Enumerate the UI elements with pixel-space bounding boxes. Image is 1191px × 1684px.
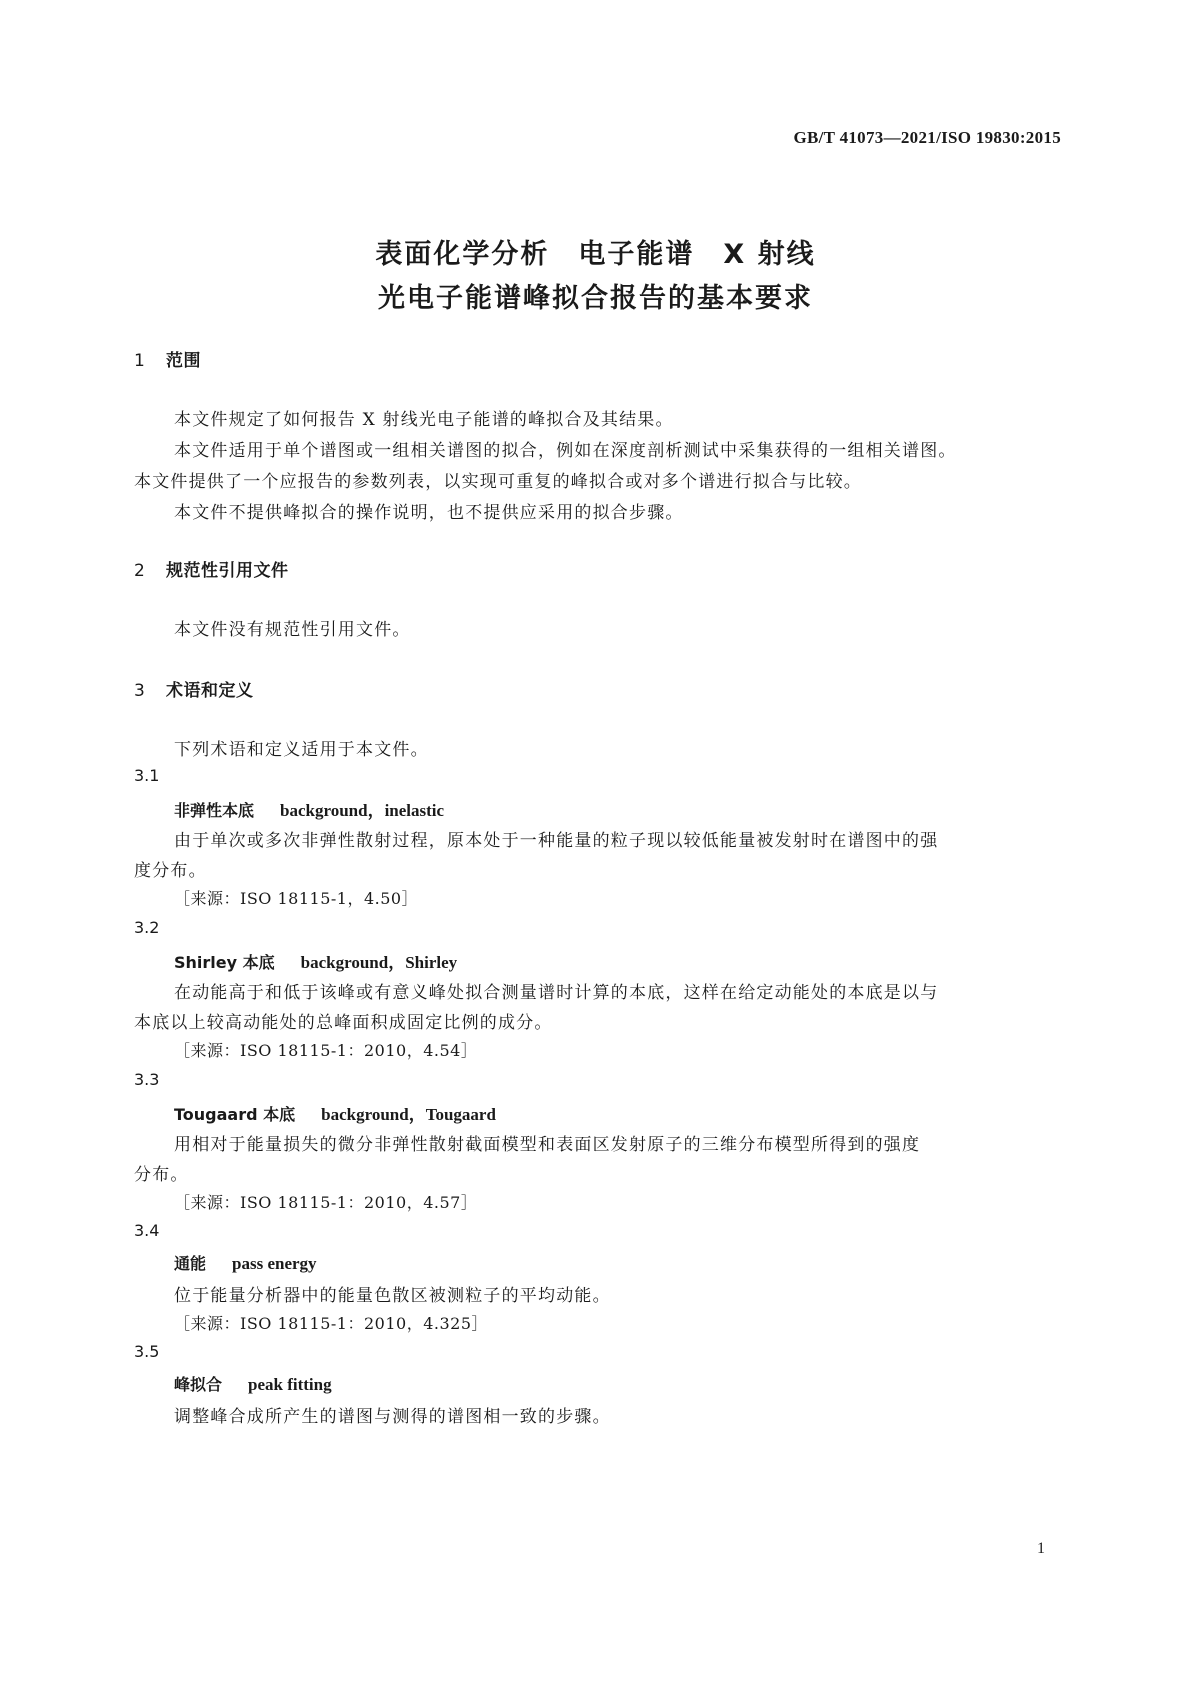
term-definition: 在动能高于和低于该峰或有意义峰处拟合测量谱时计算的本底，这样在给定动能处的本底是以与 xyxy=(174,983,939,1003)
term-en: background，Shirley xyxy=(300,953,458,972)
term-title xyxy=(174,948,457,973)
term-en: background，Tougaard xyxy=(321,1105,496,1124)
paragraph: 本文件提供了一个应报告的参数列表，以实现可重复的峰拟合或对多个谱进行拟合与比较。 xyxy=(134,472,862,492)
term-source: ［来源：ISO 18115-1：2010，4.325］ xyxy=(174,1314,488,1333)
term-source: ［来源：ISO 18115-1：2010，4.57］ xyxy=(174,1193,478,1212)
section-title: 术语和定义 xyxy=(166,681,254,701)
section-number: 2 xyxy=(134,561,146,581)
term-title xyxy=(174,1100,496,1125)
term-number: 3.1 xyxy=(134,766,160,785)
section-number: 3 xyxy=(134,681,146,701)
term-definition: 由于单次或多次非弹性散射过程，原本处于一种能量的粒子现以较低能量被发射时在谱图中的强 xyxy=(174,831,939,851)
term-en: background，inelastic xyxy=(280,801,445,820)
term-en: peak fitting xyxy=(248,1375,332,1394)
term-definition-continued: 度分布。 xyxy=(134,861,207,881)
term-definition-continued: 分布。 xyxy=(134,1165,189,1185)
term-number: 3.2 xyxy=(134,918,160,937)
term-zh: 峰拟合 xyxy=(174,1375,223,1394)
section-number: 1 xyxy=(134,351,146,371)
term-zh: Tougaard 本底 xyxy=(174,1105,296,1124)
term-definition: 用相对于能量损失的微分非弹性散射截面模型和表面区发射原子的三维分布模型所得到的强度 xyxy=(174,1135,921,1155)
term-title xyxy=(174,1251,317,1274)
paragraph: 本文件没有规范性引用文件。 xyxy=(174,620,411,640)
section-title: 规范性引用文件 xyxy=(166,561,289,581)
document-title-line-2: 光电子能谱峰拟合报告的基本要求 xyxy=(378,283,813,314)
paragraph: 本文件适用于单个谱图或一组相关谱图的拟合，例如在深度剖析测试中采集获得的一组相关谱图。 xyxy=(174,441,957,461)
term-definition: 位于能量分析器中的能量色散区被测粒子的平均动能。 xyxy=(174,1286,611,1306)
term-definition-continued: 本底以上较高动能处的总峰面积成固定比例的成分。 xyxy=(134,1013,553,1033)
term-zh: Shirley 本底 xyxy=(174,953,275,972)
term-source: ［来源：ISO 18115-1：2010，4.54］ xyxy=(174,1041,478,1060)
standard-code: GB/T 41073—2021/ISO 19830:2015 xyxy=(793,128,1061,147)
term-source: ［来源：ISO 18115-1，4.50］ xyxy=(174,889,419,908)
term-number: 3.4 xyxy=(134,1221,160,1240)
page-number: 1 xyxy=(1037,1540,1045,1557)
paragraph: 本文件规定了如何报告 X 射线光电子能谱的峰拟合及其结果。 xyxy=(174,410,674,430)
document-title-line-1: 表面化学分析 电子能谱 X 射线 xyxy=(375,239,816,270)
term-title xyxy=(174,1372,332,1395)
section-heading-normative-references xyxy=(134,556,289,581)
section-heading-scope xyxy=(134,346,201,371)
paragraph: 本文件不提供峰拟合的操作说明，也不提供应采用的拟合步骤。 xyxy=(174,503,684,523)
term-en: pass energy xyxy=(232,1254,317,1273)
term-definition: 调整峰合成所产生的谱图与测得的谱图相一致的步骤。 xyxy=(174,1407,611,1427)
term-number: 3.5 xyxy=(134,1342,160,1361)
term-zh: 通能 xyxy=(174,1254,207,1273)
term-number: 3.3 xyxy=(134,1070,160,1089)
section-heading-terms xyxy=(134,676,254,701)
paragraph: 下列术语和定义适用于本文件。 xyxy=(174,740,429,760)
section-title: 范围 xyxy=(166,351,201,371)
term-title xyxy=(174,796,444,821)
term-zh: 非弹性本底 xyxy=(174,801,255,820)
